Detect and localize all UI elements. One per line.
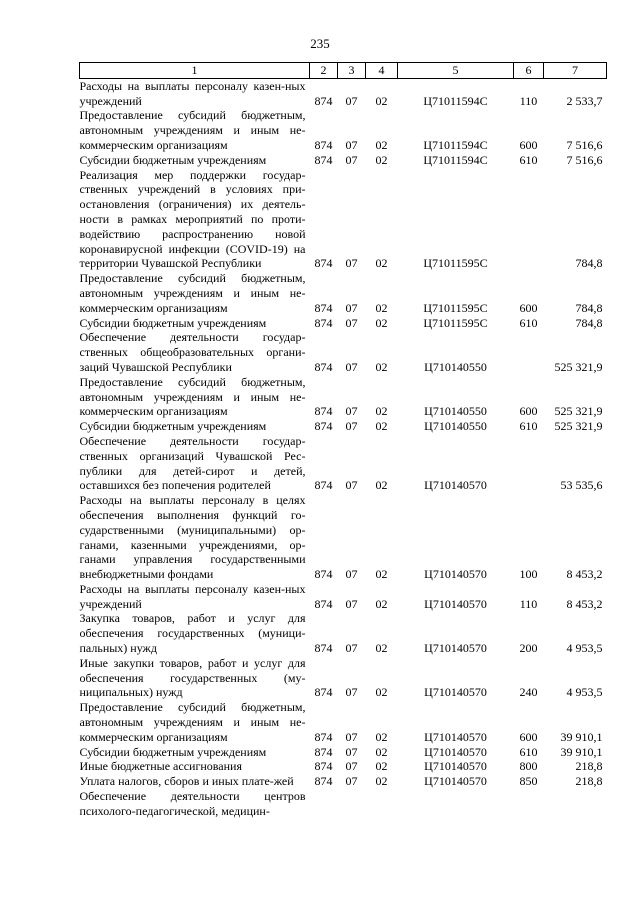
cell-description: Предоставление субсидий бюджетным, автономным учреждениям и иным не-коммерческим организациям <box>79 108 306 152</box>
cell-subsection: 02 <box>375 256 388 271</box>
cell-subsection <box>366 789 398 819</box>
cell-expense-type <box>514 434 544 493</box>
table-row <box>80 108 607 152</box>
cell-target-article: Ц71011594С <box>423 137 488 152</box>
cell-expense-type: 600 <box>519 137 538 152</box>
cell-target-article: Ц71011595С <box>423 256 488 271</box>
cell-expense-type: 600 <box>519 404 538 419</box>
cell-subsection: 02 <box>375 759 388 774</box>
cell-subsection: 02 <box>375 137 388 152</box>
cell-subsection: 02 <box>375 152 388 167</box>
cell-target-article: Ц710140570 <box>424 774 487 789</box>
cell-amount: 218,8 <box>575 759 603 774</box>
cell-target-article: Ц71011594С <box>423 93 488 108</box>
cell-amount: 4 953,5 <box>566 685 603 700</box>
cell-ministry-code: 874 <box>314 404 333 419</box>
cell-amount: 4 953,5 <box>566 641 603 656</box>
cell-ministry-code <box>310 789 338 819</box>
table-row <box>80 419 607 434</box>
cell-amount: 39 910,1 <box>560 744 603 759</box>
cell-ministry-code: 874 <box>314 256 333 271</box>
table-header-row <box>80 63 607 79</box>
cell-amount: 784,8 <box>575 256 603 271</box>
table-row <box>80 611 607 655</box>
cell-subsection: 02 <box>375 641 388 656</box>
cell-description: Реализация мер поддержки государ-ственных учреждений в условиях при-остановления (ограничения) их деятель-ности в рамках мероприятий по проти-водействию распространению новой коронавирусной инфекции (COVID-19) на территории Чувашской Республики <box>79 167 306 271</box>
cell-expense-type <box>514 789 544 819</box>
cell-description: Иные закупки товаров, работ и услуг для обеспечения государственных (му-ниципальных) нужд <box>79 655 306 700</box>
table-row <box>80 774 607 789</box>
cell-description: Закупка товаров, работ и услуг для обеспечения государственных (муници-пальных) нужд <box>79 611 306 656</box>
cell-section: 07 <box>345 256 358 271</box>
cell-expense-type: 240 <box>519 685 538 700</box>
cell-subsection: 02 <box>375 419 388 434</box>
cell-ministry-code: 874 <box>314 685 333 700</box>
cell-target-article: Ц710140570 <box>424 596 487 611</box>
table-row <box>80 316 607 331</box>
cell-amount: 218,8 <box>575 774 603 789</box>
table-row <box>80 759 607 774</box>
cell-expense-type: 200 <box>519 641 538 656</box>
cell-description: Предоставление субсидий бюджетным, автономным учреждениям и иным не-коммерческим организациям <box>79 271 306 315</box>
cell-target-article <box>398 789 514 819</box>
cell-section: 07 <box>345 478 358 493</box>
cell-expense-type: 800 <box>519 759 538 774</box>
cell-target-article: Ц71011595С <box>423 300 488 315</box>
cell-description: Расходы на выплаты персоналу в целях обеспечения выполнения функций го-сударственными (муниципальными) ор-ганами, казенными учреждениями, ор-ганами управления государственными внебюджетными фондами <box>79 493 306 582</box>
cell-description: Обеспечение деятельности государ-ственных общеобразовательных органи-заций Чувашской Республики <box>79 330 306 374</box>
cell-expense-type: 610 <box>519 152 538 167</box>
cell-expense-type: 110 <box>519 93 538 108</box>
column-header-1: 1 <box>80 63 310 79</box>
cell-target-article: Ц710140570 <box>424 759 487 774</box>
column-header-2: 2 <box>310 63 338 79</box>
table-row <box>80 78 607 108</box>
column-header-4: 4 <box>366 63 398 79</box>
cell-section: 07 <box>345 137 358 152</box>
cell-amount: 525 321,9 <box>554 404 603 419</box>
cell-expense-type: 600 <box>519 729 538 744</box>
table-row <box>80 582 607 612</box>
column-header-5: 5 <box>398 63 514 79</box>
cell-description: Предоставление субсидий бюджетным, автономным учреждениям и иным не-коммерческим организациям <box>79 700 306 744</box>
cell-amount: 525 321,9 <box>554 419 603 434</box>
cell-section: 07 <box>345 567 358 582</box>
cell-expense-type: 600 <box>519 300 538 315</box>
cell-expense-type: 610 <box>519 419 538 434</box>
cell-ministry-code: 874 <box>314 359 333 374</box>
table-row <box>80 656 607 700</box>
cell-subsection: 02 <box>375 315 388 330</box>
cell-expense-type: 100 <box>519 567 538 582</box>
cell-ministry-code: 874 <box>314 93 333 108</box>
cell-ministry-code: 874 <box>314 744 333 759</box>
cell-expense-type <box>514 168 544 272</box>
cell-section: 07 <box>345 404 358 419</box>
table-row <box>80 745 607 760</box>
cell-expense-type: 610 <box>519 315 538 330</box>
cell-ministry-code: 874 <box>314 774 333 789</box>
cell-section: 07 <box>345 759 358 774</box>
cell-description: Уплата налогов, сборов и иных плате-жей <box>79 774 294 789</box>
cell-description: Обеспечение деятельности государ-ственных организаций Чувашской Рес-публики для детей-сирот и детей, оставшихся без попечения родителей <box>79 433 306 493</box>
column-header-3: 3 <box>338 63 366 79</box>
cell-ministry-code: 874 <box>314 759 333 774</box>
cell-section: 07 <box>345 315 358 330</box>
cell-target-article: Ц710140570 <box>424 685 487 700</box>
cell-subsection: 02 <box>375 685 388 700</box>
cell-amount: 525 321,9 <box>554 359 603 374</box>
cell-subsection: 02 <box>375 774 388 789</box>
cell-amount: 8 453,2 <box>566 596 603 611</box>
cell-expense-type: 110 <box>519 596 538 611</box>
table-row <box>80 375 607 419</box>
cell-section: 07 <box>345 93 358 108</box>
cell-description: Предоставление субсидий бюджетным, автономным учреждениям и иным не-коммерческим организациям <box>79 374 306 419</box>
cell-target-article: Ц710140570 <box>424 478 487 493</box>
cell-ministry-code: 874 <box>314 137 333 152</box>
cell-amount: 53 535,6 <box>560 478 603 493</box>
cell-ministry-code: 874 <box>314 300 333 315</box>
cell-target-article: Ц710140570 <box>424 744 487 759</box>
cell-description: Субсидии бюджетным учреждениям <box>79 315 267 330</box>
cell-amount: 784,8 <box>575 300 603 315</box>
cell-subsection: 02 <box>375 300 388 315</box>
cell-target-article: Ц710140550 <box>424 359 487 374</box>
cell-section: 07 <box>345 729 358 744</box>
cell-section: 07 <box>345 359 358 374</box>
cell-section: 07 <box>345 685 358 700</box>
cell-section: 07 <box>345 152 358 167</box>
cell-description: Субсидии бюджетным учреждениям <box>79 419 267 434</box>
column-header-6: 6 <box>514 63 544 79</box>
cell-subsection: 02 <box>375 567 388 582</box>
cell-amount: 39 910,1 <box>560 729 603 744</box>
cell-ministry-code: 874 <box>314 729 333 744</box>
cell-target-article: Ц710140550 <box>424 419 487 434</box>
table-row <box>80 434 607 493</box>
table-row <box>80 330 607 374</box>
cell-expense-type: 850 <box>519 774 538 789</box>
cell-description: Обеспечение деятельности центров психолого-педагогической, медицин- <box>79 789 306 818</box>
cell-expense-type <box>514 330 544 374</box>
cell-ministry-code: 874 <box>314 152 333 167</box>
cell-target-article: Ц710140570 <box>424 641 487 656</box>
cell-target-article: Ц71011595С <box>423 315 488 330</box>
table-row <box>80 700 607 744</box>
cell-target-article: Ц710140550 <box>424 404 487 419</box>
page-number: 235 <box>310 36 330 51</box>
cell-section: 07 <box>345 300 358 315</box>
cell-amount <box>544 789 607 819</box>
cell-ministry-code: 874 <box>314 315 333 330</box>
cell-section <box>338 789 366 819</box>
cell-subsection: 02 <box>375 93 388 108</box>
cell-subsection: 02 <box>375 744 388 759</box>
cell-amount: 7 516,6 <box>566 152 603 167</box>
column-header-7: 7 <box>544 63 607 79</box>
table-row <box>80 168 607 272</box>
cell-description: Субсидии бюджетным учреждениям <box>79 152 267 167</box>
table-row <box>80 271 607 315</box>
cell-ministry-code: 874 <box>314 596 333 611</box>
cell-description: Расходы на выплаты персоналу казен-ных учреждений <box>79 78 306 108</box>
table-row <box>80 493 607 582</box>
cell-ministry-code: 874 <box>314 567 333 582</box>
cell-subsection: 02 <box>375 596 388 611</box>
cell-ministry-code: 874 <box>314 419 333 434</box>
cell-amount: 7 516,6 <box>566 137 603 152</box>
cell-subsection: 02 <box>375 729 388 744</box>
cell-description: Расходы на выплаты персоналу казен-ных учреждений <box>79 581 306 611</box>
cell-amount: 784,8 <box>575 315 603 330</box>
cell-target-article: Ц710140570 <box>424 567 487 582</box>
cell-target-article: Ц71011594С <box>423 152 488 167</box>
cell-expense-type: 610 <box>519 744 538 759</box>
cell-section: 07 <box>345 419 358 434</box>
cell-subsection: 02 <box>375 478 388 493</box>
cell-section: 07 <box>345 641 358 656</box>
cell-amount: 2 533,7 <box>566 93 603 108</box>
table-row <box>80 153 607 168</box>
budget-table <box>79 62 607 819</box>
cell-subsection: 02 <box>375 359 388 374</box>
cell-description: Иные бюджетные ассигнования <box>79 759 242 774</box>
cell-ministry-code: 874 <box>314 641 333 656</box>
cell-section: 07 <box>345 744 358 759</box>
cell-subsection: 02 <box>375 404 388 419</box>
cell-target-article: Ц710140570 <box>424 729 487 744</box>
table-row <box>80 789 607 819</box>
cell-amount: 8 453,2 <box>566 567 603 582</box>
cell-ministry-code: 874 <box>314 478 333 493</box>
cell-description: Субсидии бюджетным учреждениям <box>79 744 267 759</box>
cell-section: 07 <box>345 774 358 789</box>
cell-section: 07 <box>345 596 358 611</box>
